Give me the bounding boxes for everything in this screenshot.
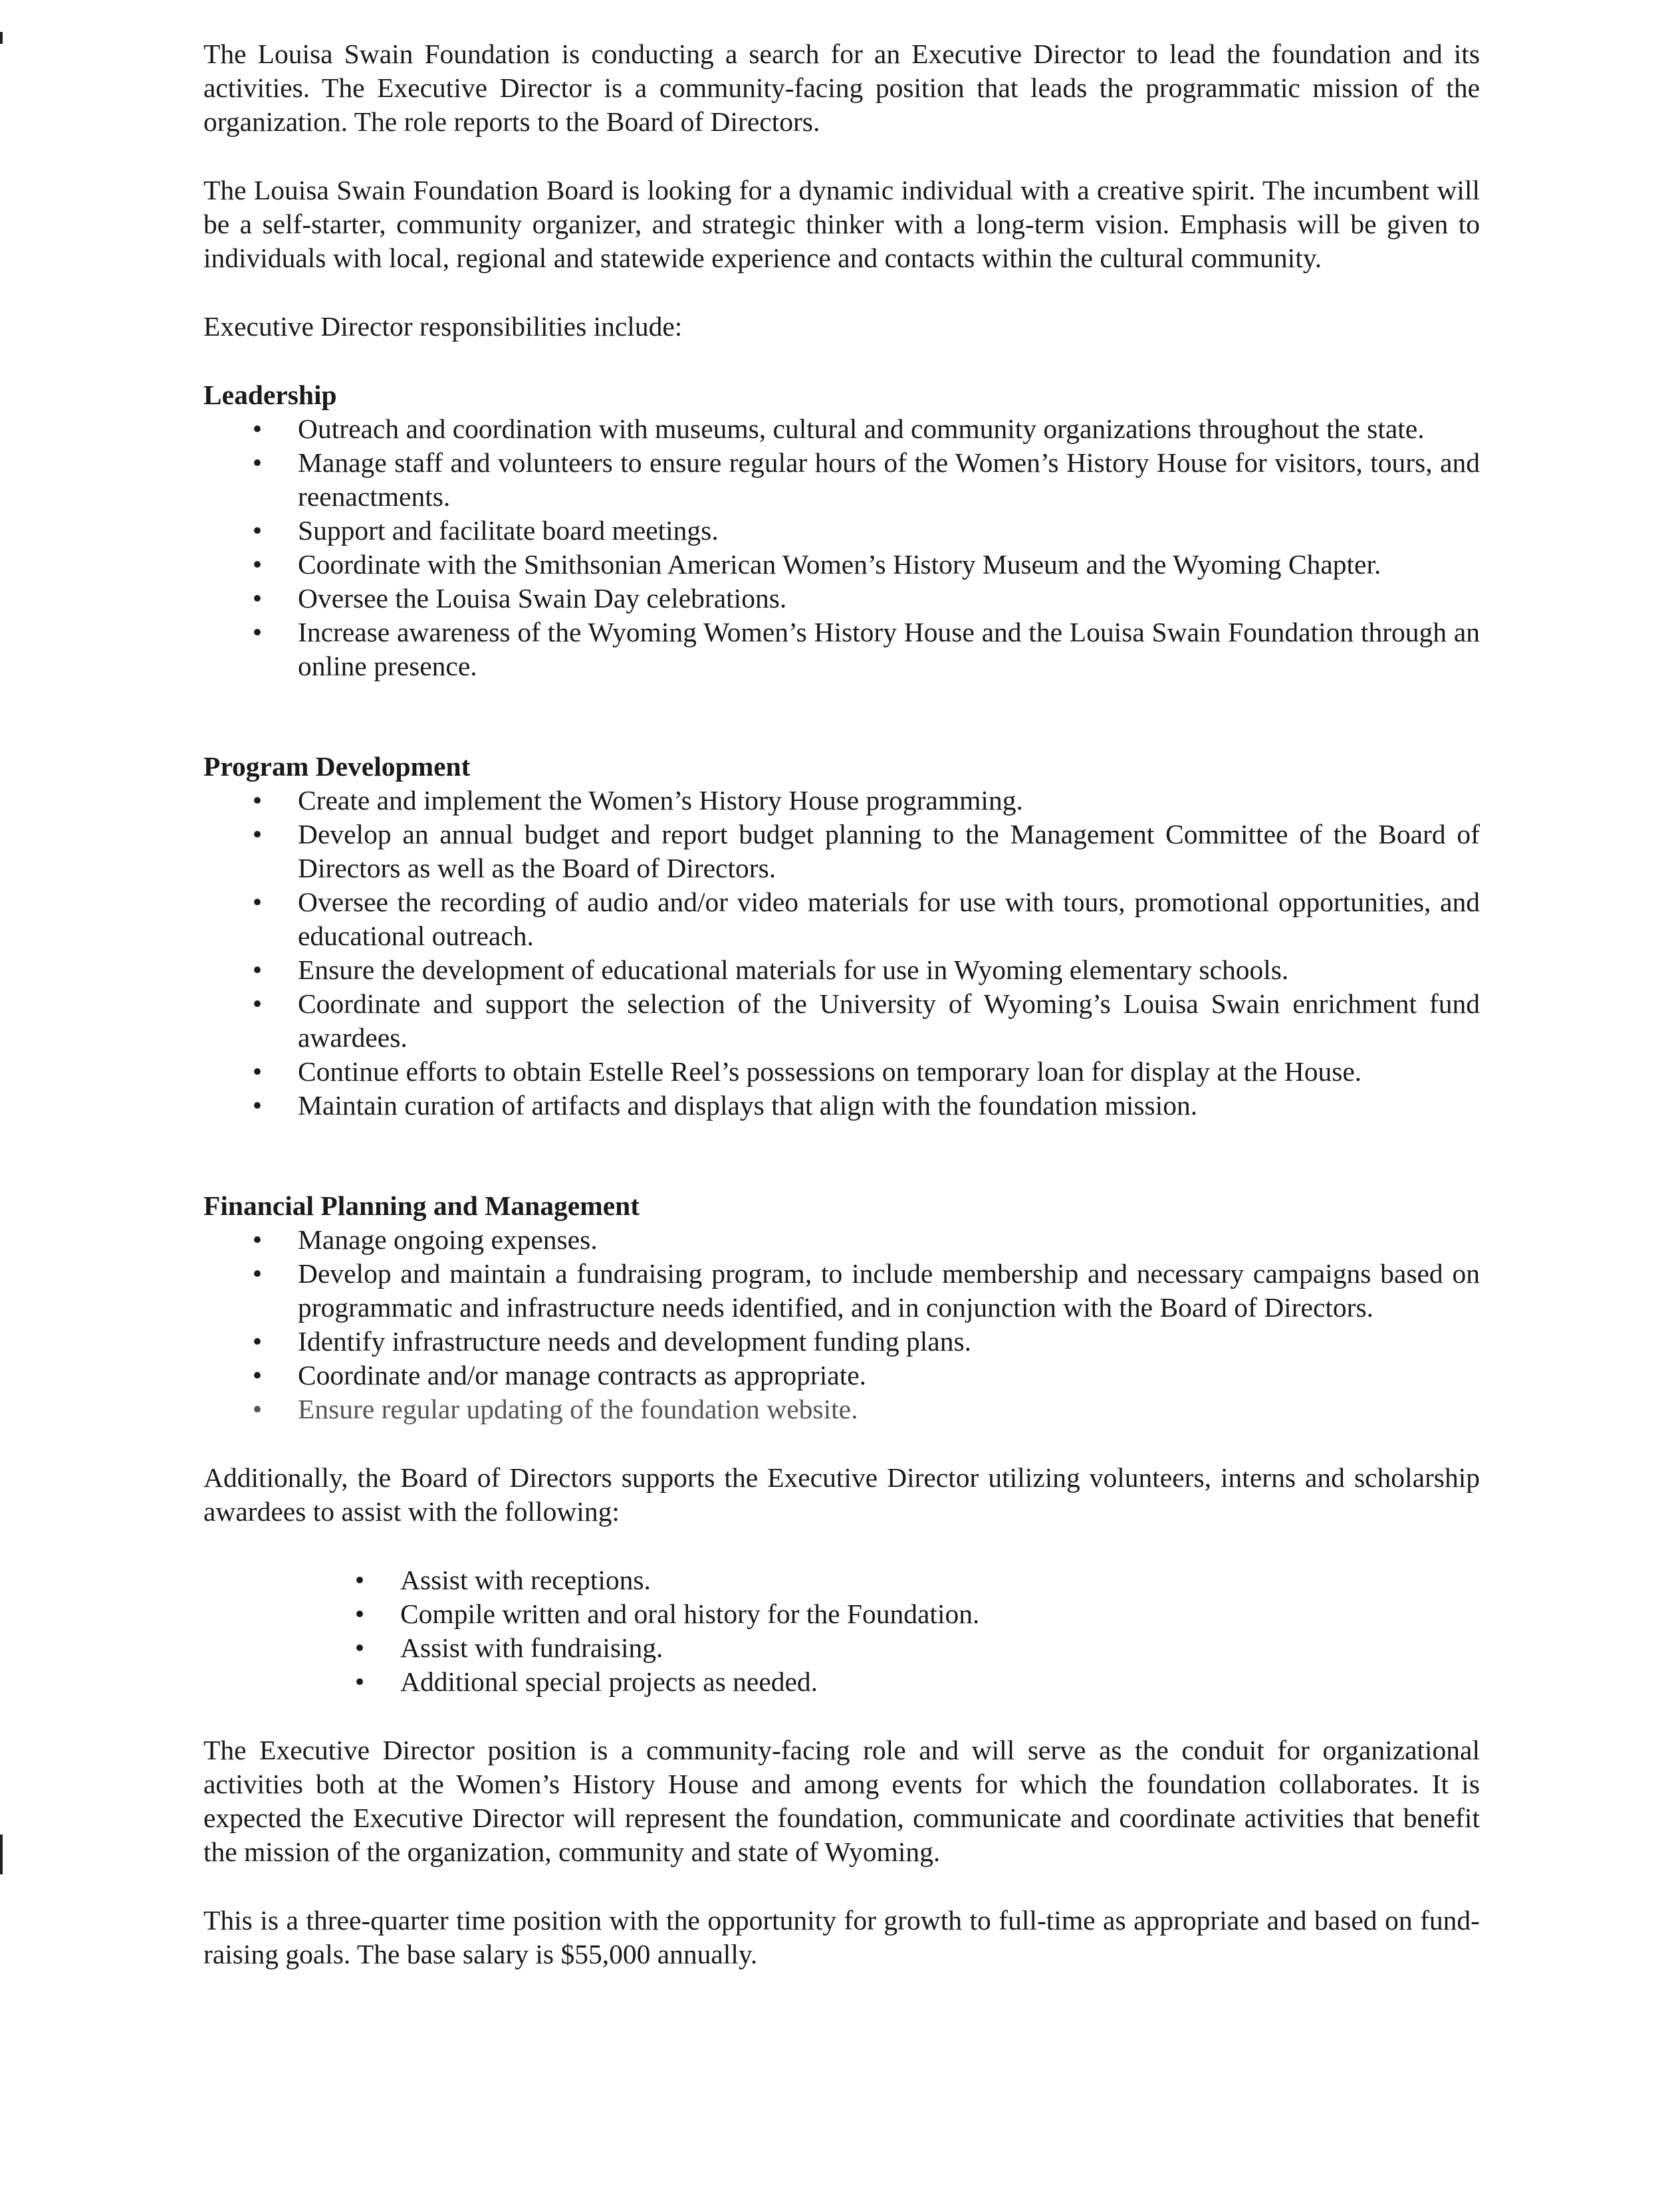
list-item-text: Assist with receptions. [400, 1565, 651, 1595]
list-item [203, 1597, 1480, 1631]
list-item [203, 1392, 1480, 1426]
job-description-document [203, 37, 1480, 1971]
list-item [203, 1089, 1480, 1123]
list-item [203, 1257, 1480, 1325]
bullet-icon: • [252, 1394, 263, 1424]
program-development-list [203, 784, 1480, 1123]
section-heading-leadership: Leadership [203, 380, 337, 410]
list-item-text: Manage ongoing expenses. [298, 1224, 598, 1255]
bullet-icon: • [252, 1224, 263, 1255]
list-item-text: Create and implement the Women’s History House programming. [298, 785, 1023, 816]
list-item-text: Oversee the Louisa Swain Day celebrations. [298, 583, 787, 613]
bullet-icon: • [252, 1258, 263, 1289]
bullet-icon: • [252, 887, 263, 917]
bullet-icon: • [354, 1632, 365, 1663]
bullet-icon: • [354, 1599, 365, 1629]
list-item [203, 885, 1480, 953]
bullet-icon: • [252, 583, 263, 613]
list-item-text: Develop an annual budget and report budget planning to the Management Committee of the Board of Directors as well as the Board of Directors. [298, 819, 1480, 883]
bullet-icon: • [252, 617, 263, 647]
bullet-icon: • [252, 413, 263, 444]
intro-paragraph-2: The Louisa Swain Foundation Board is looking for a dynamic individual with a creative spirit. The incumbent will be a self-starter, community organizer, and strategic thinker with a long-term vision. Emphasis will be given to individuals with local, regional and statewide experience and contacts within the cultural community. [203, 175, 1480, 273]
list-item-text: Continue efforts to obtain Estelle Reel’s possessions on temporary loan for display at the House. [298, 1056, 1362, 1087]
financial-planning-list [203, 1223, 1480, 1426]
list-item [203, 987, 1480, 1055]
list-item [203, 412, 1480, 446]
list-item [203, 514, 1480, 548]
bullet-icon: • [252, 819, 263, 849]
list-item [203, 1563, 1480, 1597]
list-item [203, 548, 1480, 582]
bullet-icon: • [252, 1056, 263, 1087]
list-item [203, 1359, 1480, 1392]
bullet-icon: • [354, 1666, 365, 1697]
additional-intro-paragraph: Additionally, the Board of Directors supports the Executive Director utilizing volunteers, interns and scholarship awardees to assist with the following: [203, 1462, 1480, 1527]
section-heading-program-development: Program Development [203, 751, 471, 782]
responsibilities-lead-in: Executive Director responsibilities include: [203, 311, 683, 342]
list-item-text: Manage staff and volunteers to ensure regular hours of the Women’s History House for visitors, tours, and reenactments. [298, 447, 1480, 512]
bullet-icon: • [252, 785, 263, 816]
list-item-text: Support and facilitate board meetings. [298, 515, 719, 546]
bullet-icon: • [252, 1326, 263, 1357]
list-item [203, 1223, 1480, 1257]
list-item-text: Maintain curation of artifacts and displays that align with the foundation mission. [298, 1090, 1198, 1121]
bullet-icon: • [252, 1360, 263, 1390]
list-item-text: Ensure the development of educational materials for use in Wyoming elementary schools. [298, 954, 1289, 985]
closing-paragraph-2: This is a three-quarter time position with the opportunity for growth to full-time as appropriate and based on fund-raising goals. The base salary is $55,000 annually. [203, 1905, 1480, 1969]
list-item-text: Increase awareness of the Wyoming Women’s History House and the Louisa Swain Foundation through an online presence. [298, 617, 1480, 681]
list-item [203, 446, 1480, 514]
bullet-icon: • [252, 1090, 263, 1121]
list-item [203, 784, 1480, 818]
bullet-icon: • [252, 447, 263, 478]
list-item-text: Compile written and oral history for the Foundation. [400, 1599, 980, 1629]
bullet-icon: • [252, 515, 263, 546]
list-item [203, 1055, 1480, 1089]
list-item-text: Oversee the recording of audio and/or video materials for use with tours, promotional opportunities, and educational outreach. [298, 887, 1480, 951]
bullet-icon: • [354, 1565, 365, 1595]
closing-paragraph-1: The Executive Director position is a community-facing role and will serve as the conduit for organizational activities both at the Women’s History House and among events for which the foundation collaborates. It is expected the Executive Director will represent the foundation, communicate and coordinate activities that benefit the mission of the organization, community and state of Wyoming. [203, 1735, 1480, 1867]
list-item [203, 953, 1480, 987]
intro-paragraph-1: The Louisa Swain Foundation is conducting a search for an Executive Director to lead the foundation and its activities. The Executive Director is a community-facing position that leads the programmatic mission of the organization. The role reports to the Board of Directors. [203, 39, 1480, 137]
list-item-text: Assist with fundraising. [400, 1632, 663, 1663]
list-item [203, 1325, 1480, 1359]
list-item [203, 1631, 1480, 1665]
list-item-text: Outreach and coordination with museums, cultural and community organizations throughout the state. [298, 413, 1425, 444]
list-item-text: Additional special projects as needed. [400, 1666, 818, 1697]
list-item-text: Coordinate and/or manage contracts as appropriate. [298, 1360, 867, 1390]
scan-edge-mark-top [0, 32, 3, 44]
list-item [203, 1665, 1480, 1699]
bullet-icon: • [252, 954, 263, 985]
list-item [203, 582, 1480, 615]
list-item-text: Coordinate with the Smithsonian American Women’s History Museum and the Wyoming Chapter. [298, 549, 1381, 580]
leadership-list [203, 412, 1480, 683]
list-item-text: Develop and maintain a fundraising program, to include membership and necessary campaigns based on programmatic and infrastructure needs identified, and in conjunction with the Board of Directors. [298, 1258, 1480, 1323]
list-item [203, 818, 1480, 885]
list-item-text: Coordinate and support the selection of the University of Wyoming’s Louisa Swain enrichment fund awardees. [298, 988, 1480, 1053]
bullet-icon: • [252, 549, 263, 580]
section-heading-financial-planning: Financial Planning and Management [203, 1190, 640, 1221]
section-program-development [203, 750, 1480, 1123]
additional-list [203, 1563, 1480, 1699]
scan-edge-mark-bottom [0, 1834, 3, 1874]
list-item-text: Identify infrastructure needs and development funding plans. [298, 1326, 971, 1357]
bullet-icon: • [252, 988, 263, 1019]
list-item [203, 615, 1480, 683]
section-leadership [203, 378, 1480, 683]
list-item-text: Ensure regular updating of the foundation website. [298, 1394, 858, 1424]
section-financial-planning [203, 1189, 1480, 1426]
